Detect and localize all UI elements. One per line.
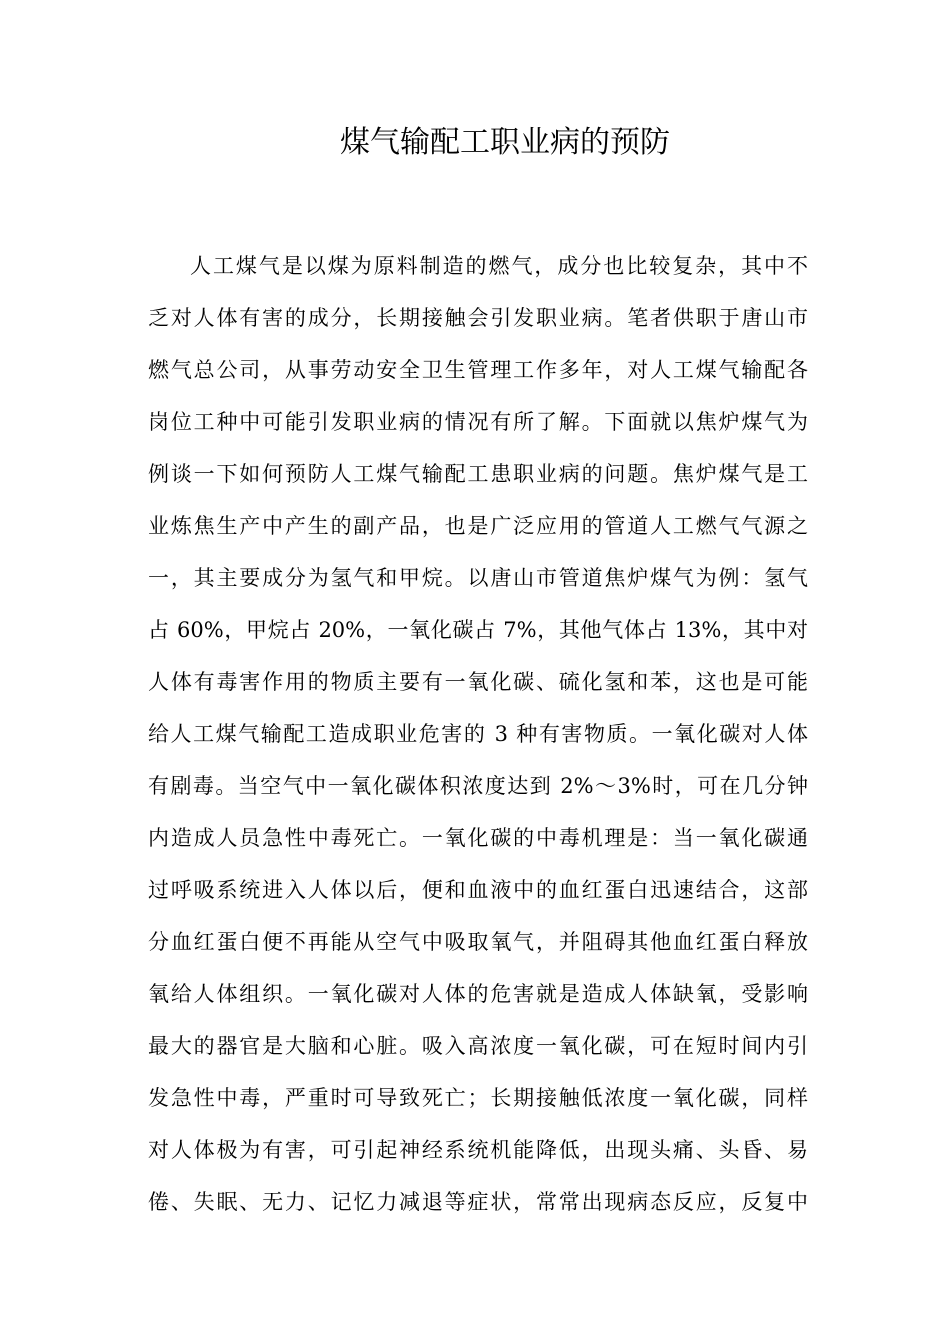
- body-line: 占 60%，甲烷占 20%，一氧化碳占 7%，其他气体占 13%，其中对: [148, 618, 808, 642]
- body-line: 乏对人体有害的成分，长期接触会引发职业病。笔者供职于唐山市: [148, 306, 808, 330]
- body-line: 对人体极为有害，可引起神经系统机能降低，出现头痛、头昏、易: [148, 1138, 808, 1162]
- body-line: 倦、失眠、无力、记忆力减退等症状，常常出现病态反应，反复中: [148, 1190, 808, 1214]
- body-line: 有剧毒。当空气中一氧化碳体积浓度达到 2%～3%时，可在几分钟: [148, 774, 808, 798]
- document-title: 煤气输配工职业病的预防: [340, 125, 670, 160]
- body-line: 发急性中毒，严重时可导致死亡；长期接触低浓度一氧化碳，同样: [148, 1086, 808, 1110]
- body-line: 氧给人体组织。一氧化碳对人体的危害就是造成人体缺氧，受影响: [148, 982, 808, 1006]
- body-line: 一，其主要成分为氢气和甲烷。以唐山市管道焦炉煤气为例：氢气: [148, 566, 808, 590]
- body-line: 过呼吸系统进入人体以后，便和血液中的血红蛋白迅速结合，这部: [148, 878, 808, 902]
- body-line: 人工煤气是以煤为原料制造的燃气，成分也比较复杂，其中不: [190, 254, 808, 278]
- body-line: 给人工煤气输配工造成职业危害的 3 种有害物质。一氧化碳对人体: [148, 722, 808, 746]
- body-line: 人体有毒害作用的物质主要有一氧化碳、硫化氢和苯，这也是可能: [148, 670, 808, 694]
- body-line: 业炼焦生产中产生的副产品，也是广泛应用的管道人工燃气气源之: [148, 514, 808, 538]
- body-line: 燃气总公司，从事劳动安全卫生管理工作多年，对人工煤气输配各: [148, 358, 808, 382]
- document-body: [148, 240, 808, 1228]
- body-line: 岗位工种中可能引发职业病的情况有所了解。下面就以焦炉煤气为: [148, 410, 808, 434]
- body-line: 内造成人员急性中毒死亡。一氧化碳的中毒机理是：当一氧化碳通: [148, 826, 808, 850]
- body-line: 例谈一下如何预防人工煤气输配工患职业病的问题。焦炉煤气是工: [148, 462, 808, 486]
- body-line: 最大的器官是大脑和心脏。吸入高浓度一氧化碳，可在短时间内引: [148, 1034, 808, 1058]
- body-line: 分血红蛋白便不再能从空气中吸取氧气，并阻碍其他血红蛋白释放: [148, 930, 808, 954]
